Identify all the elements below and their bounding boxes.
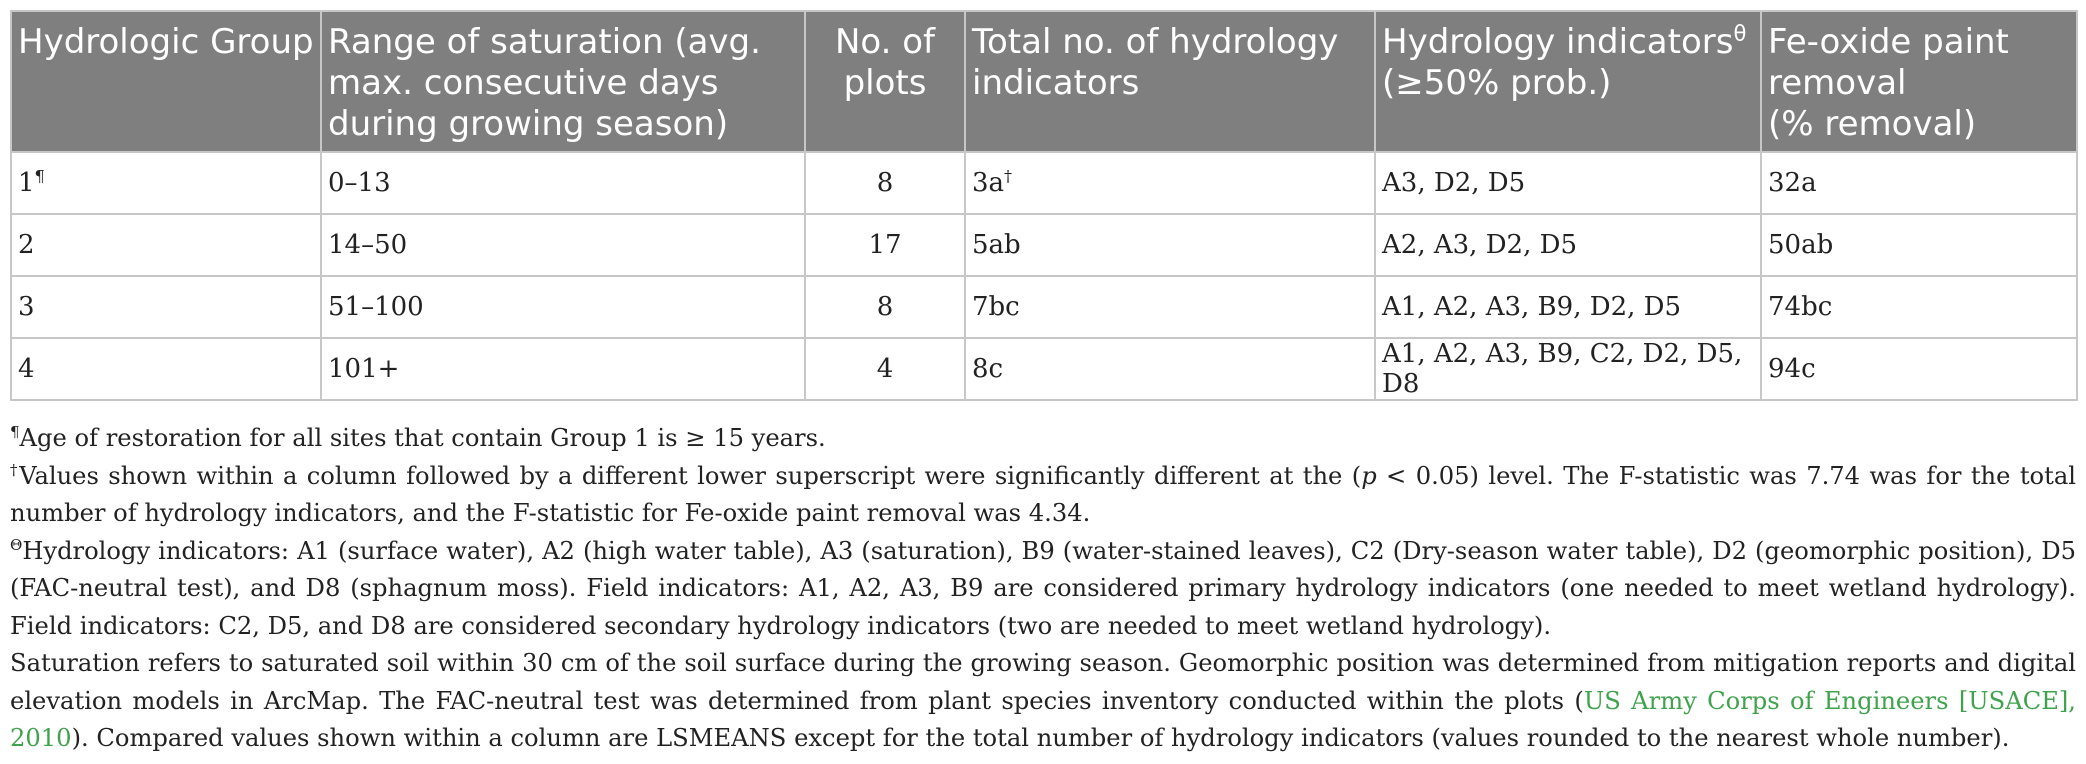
footnote-text: Saturation refers to saturated soil within 30 cm of the soil surface during the growing season. Geomorphic position was determined from mitigation reports and digital elevation models in ArcMap. The FAC-neutral test was determined from plant species inventory conducted within the plots (: [10, 649, 2076, 715]
cell-group: [11, 214, 321, 276]
footnote-text: < 0.05) level. The F-statistic was 7.74 was for the total number of hydrology indicators, and the F-statistic for Fe-oxide paint removal was 4.34.: [10, 461, 2076, 527]
group-value: 1: [18, 168, 35, 198]
table-row: [11, 338, 2077, 400]
group-value: 4: [18, 354, 35, 384]
total-value: 3a: [972, 168, 1005, 198]
header-hydrology-indicators: [1375, 11, 1761, 152]
cell-range: 0–13: [321, 152, 805, 214]
table-footnotes: [10, 420, 2076, 758]
cell-total: [965, 152, 1375, 214]
header-row: [11, 11, 2077, 152]
footnote-mark: Θ: [10, 535, 23, 554]
p-symbol: p: [1361, 461, 1377, 490]
table-container: [10, 10, 2076, 401]
cell-group: [11, 276, 321, 338]
header-hydrology-mark: θ: [1733, 20, 1747, 46]
cell-plots: 17: [805, 214, 965, 276]
footnote-mark: ¶: [34, 166, 45, 186]
footnote-text: Hydrology indicators: A1 (surface water), A2 (high water table), A3 (saturation), B9 (water-stained leaves), C2 (Dry-season water table), D2 (geomorphic position), D5 (FAC-neutral test), and D8 (sphagnum moss). Field indicators: A1, A2, A3, B9 are considered primary hydrology indicators (one needed to meet wetland hydrology). Field indicators: C2, D5, and D8 are considered secondary hydrology indicators (two are needed to meet wetland hydrology).: [10, 536, 2076, 640]
footnote-text: Values shown within a column followed by a different lower superscript were significantly different at the (: [19, 461, 1362, 490]
cell-fe-removal: 74bc: [1761, 276, 2077, 338]
cell-range: 101+: [321, 338, 805, 400]
cell-range: 51–100: [321, 276, 805, 338]
table-row: [11, 214, 2077, 276]
total-value: 5ab: [972, 230, 1021, 260]
cell-fe-removal: 94c: [1761, 338, 2077, 400]
cell-plots: 4: [805, 338, 965, 400]
footnote-mark: ¶: [10, 422, 20, 441]
footnote-significance: [10, 458, 2076, 533]
cell-hydrology: A3, D2, D5: [1375, 152, 1761, 214]
cell-hydrology: A1, A2, A3, B9, C2, D2, D5, D8: [1375, 338, 1761, 400]
cell-hydrology: A1, A2, A3, B9, D2, D5: [1375, 276, 1761, 338]
cell-group: [11, 338, 321, 400]
footnote-methods: [10, 645, 2076, 758]
cell-total: [965, 338, 1375, 400]
group-value: 3: [18, 292, 35, 322]
table-row: [11, 152, 2077, 214]
footnote-age: [10, 420, 2076, 458]
cell-fe-removal: 32a: [1761, 152, 2077, 214]
hydrology-table: [10, 10, 2078, 401]
total-value: 8c: [972, 354, 1004, 384]
cell-total: [965, 214, 1375, 276]
cell-total: [965, 276, 1375, 338]
header-fe-label: Fe-oxide paint removal: [1768, 22, 2009, 103]
cell-plots: 8: [805, 152, 965, 214]
cell-hydrology: A2, A3, D2, D5: [1375, 214, 1761, 276]
cell-range: 14–50: [321, 214, 805, 276]
cell-plots: 8: [805, 276, 965, 338]
cell-group: [11, 152, 321, 214]
footnote-text: ). Compared values shown within a column are LSMEANS except for the total number of hydrology indicators (values rounded to the nearest whole number).: [71, 724, 2010, 752]
header-fe-sub: (% removal): [1768, 104, 1977, 144]
header-no-of-plots: No. of plots: [805, 11, 965, 152]
table-row: [11, 276, 2077, 338]
header-total-hydrology-indicators: Total no. of hydrology indicators: [965, 11, 1375, 152]
footnote-text: Age of restoration for all sites that contain Group 1 is ≥ 15 years.: [19, 424, 826, 452]
citation-link[interactable]: US Army Corps of Engineers [USACE], 2010: [10, 686, 2076, 752]
header-range-of-saturation: Range of saturation (avg. max. consecutive days during growing season): [321, 11, 805, 152]
footnote-mark: †: [10, 460, 20, 479]
footnote-mark: †: [1004, 166, 1013, 186]
cell-fe-removal: 50ab: [1761, 214, 2077, 276]
header-fe-oxide-removal: [1761, 11, 2077, 152]
footnote-indicators: [10, 533, 2076, 646]
header-hydrology-label: Hydrology indicators: [1382, 22, 1734, 62]
total-value: 7bc: [972, 292, 1020, 322]
header-hydrology-sub: (≥50% prob.): [1382, 63, 1612, 103]
group-value: 2: [18, 230, 35, 260]
header-hydrologic-group: Hydrologic Group: [11, 11, 321, 152]
